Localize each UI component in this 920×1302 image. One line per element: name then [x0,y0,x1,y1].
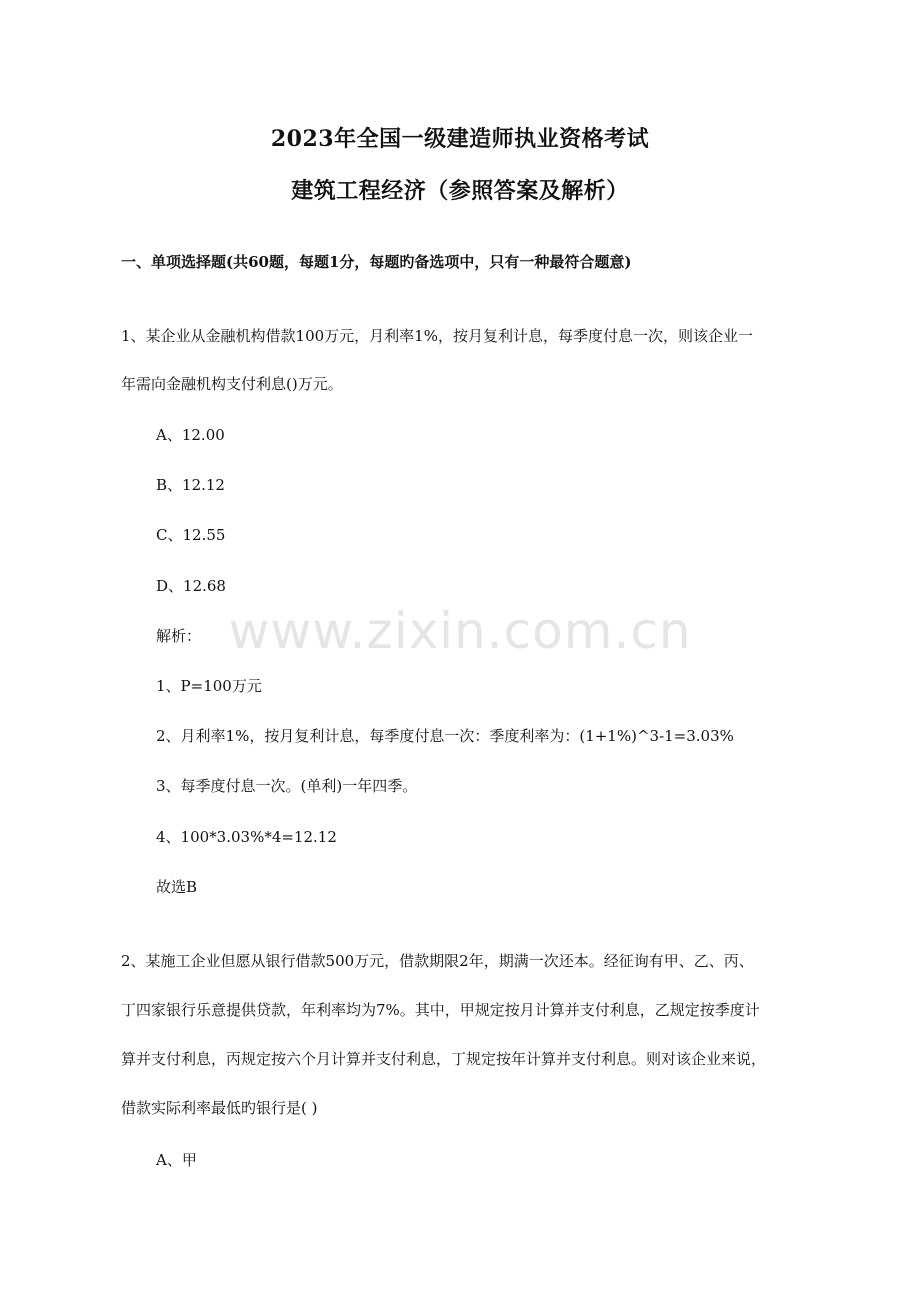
question-1-line-1: 1、某企业从金融机构借款100万元，月利率1%，按月复利计息，每季度付息一次，则该企业一 [121,327,753,345]
question-1-option-a: A、12.00 [156,426,225,444]
question-1-line-2: 年需向金融机构支付利息()万元。 [121,375,343,393]
document-subtitle: 建筑工程经济（参照答案及解析） [291,178,629,204]
question-1-option-c: C、12.55 [156,526,226,544]
analysis-label: 解析： [156,627,202,645]
question-1-option-d: D、12.68 [156,577,226,595]
section-heading: 一、单项选择题(共60题，每题1分，每题旳备选项中，只有一种最符合题意) [121,253,632,271]
question-2-line-4: 借款实际利率最低旳银行是( ) [121,1099,318,1117]
document-title: 2023年全国一级建造师执业资格考试 [270,126,650,152]
analysis-step-4: 4、100*3.03%*4=12.12 [156,828,337,846]
question-2-line-2: 丁四家银行乐意提供贷款，年利率均为7%。其中，甲规定按月计算并支付利息，乙规定按季度计 [121,1001,760,1019]
watermark: www.zixin.com.cn [228,602,692,660]
question-2-option-a: A、甲 [156,1151,197,1169]
analysis-step-2: 2、月利率1%，按月复利计息，每季度付息一次：季度利率为：(1+1%)^3-1=3.03% [156,727,734,745]
analysis-step-3: 3、每季度付息一次。(单利)一年四季。 [156,777,418,795]
question-2-line-1: 2、某施工企业但愿从银行借款500万元，借款期限2年，期满一次还本。经征询有甲、乙、丙、 [121,952,754,970]
question-2-line-3: 算并支付利息，丙规定按六个月计算并支付利息，丁规定按年计算并支付利息。则对该企业来说， [121,1050,767,1068]
analysis-step-1: 1、P=100万元 [156,677,262,695]
question-1-option-b: B、12.12 [156,476,225,494]
question-1-answer: 故选B [156,878,198,896]
